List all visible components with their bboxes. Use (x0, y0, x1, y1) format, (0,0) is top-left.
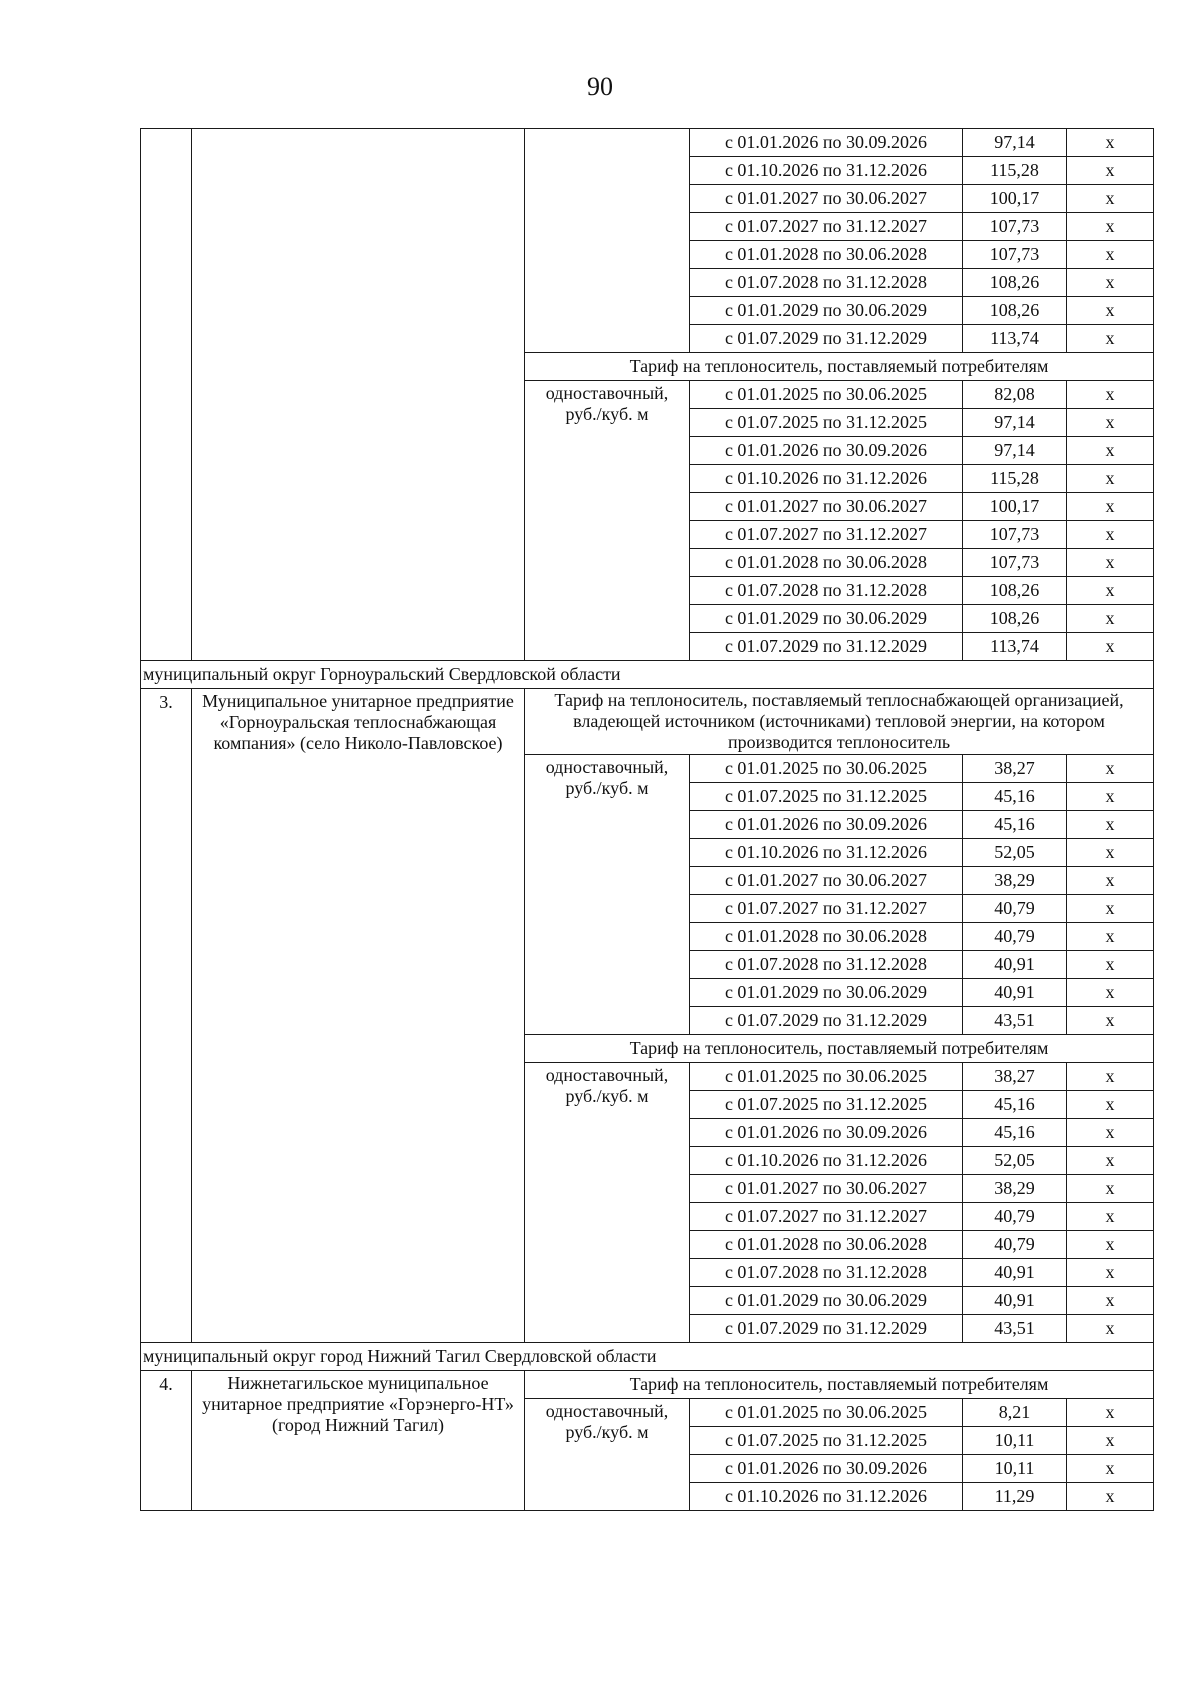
x-mark: x (1067, 549, 1154, 577)
period-cell: с 01.07.2029 по 31.12.2029 (690, 1315, 963, 1343)
period-cell: с 01.01.2025 по 30.06.2025 (690, 1063, 963, 1091)
period-cell: с 01.01.2025 по 30.06.2025 (690, 755, 963, 783)
consumer-tariff-heading: Тариф на теплоноситель, поставляемый потребителям (525, 1035, 1154, 1063)
x-mark: x (1067, 269, 1154, 297)
region-row (141, 1343, 1154, 1371)
tariff-value: 38,27 (963, 1063, 1067, 1091)
period-cell: с 01.01.2026 по 30.09.2026 (690, 1119, 963, 1147)
tariff-value: 38,29 (963, 1175, 1067, 1203)
tariff-value: 45,16 (963, 783, 1067, 811)
x-mark: x (1067, 325, 1154, 353)
x-mark: x (1067, 633, 1154, 661)
table-row (141, 1371, 1154, 1399)
tariff-value: 108,26 (963, 605, 1067, 633)
table-row (141, 689, 1154, 755)
period-cell: с 01.01.2028 по 30.06.2028 (690, 549, 963, 577)
tariff-value: 40,91 (963, 1287, 1067, 1315)
tariff-value: 45,16 (963, 1119, 1067, 1147)
tariff-value: 115,28 (963, 465, 1067, 493)
entry-number: 3. (141, 689, 192, 1343)
period-cell: с 01.07.2028 по 31.12.2028 (690, 269, 963, 297)
tariff-value: 40,91 (963, 1259, 1067, 1287)
x-mark: x (1067, 129, 1154, 157)
x-mark: x (1067, 185, 1154, 213)
period-cell: с 01.01.2029 по 30.06.2029 (690, 605, 963, 633)
rate-type-cell (525, 129, 690, 353)
tariff-value: 113,74 (963, 325, 1067, 353)
region-heading: муниципальный округ Горноуральский Свердловской области (141, 661, 1154, 689)
x-mark: x (1067, 241, 1154, 269)
x-mark: x (1067, 493, 1154, 521)
period-cell: с 01.07.2025 по 31.12.2025 (690, 1091, 963, 1119)
table-row (141, 129, 1154, 157)
period-cell: с 01.01.2028 по 30.06.2028 (690, 241, 963, 269)
entry-number: 4. (141, 1371, 192, 1511)
period-cell: с 01.01.2027 по 30.06.2027 (690, 867, 963, 895)
tariff-value: 38,29 (963, 867, 1067, 895)
period-cell: с 01.01.2026 по 30.09.2026 (690, 437, 963, 465)
x-mark: x (1067, 1203, 1154, 1231)
period-cell: с 01.01.2027 по 30.06.2027 (690, 1175, 963, 1203)
rate-type-label: одноставочный, руб./куб. м (525, 755, 690, 1035)
x-mark: x (1067, 923, 1154, 951)
period-cell: с 01.07.2025 по 31.12.2025 (690, 1427, 963, 1455)
x-mark: x (1067, 1119, 1154, 1147)
tariff-value: 100,17 (963, 493, 1067, 521)
tariff-value: 40,79 (963, 923, 1067, 951)
period-cell: с 01.07.2027 по 31.12.2027 (690, 1203, 963, 1231)
tariff-value: 45,16 (963, 811, 1067, 839)
tariff-value: 10,11 (963, 1455, 1067, 1483)
period-cell: с 01.07.2027 по 31.12.2027 (690, 213, 963, 241)
x-mark: x (1067, 465, 1154, 493)
page-number: 90 (587, 72, 613, 101)
period-cell: с 01.01.2027 по 30.06.2027 (690, 493, 963, 521)
tariff-value: 107,73 (963, 213, 1067, 241)
tariff-value: 43,51 (963, 1315, 1067, 1343)
tariff-value: 52,05 (963, 839, 1067, 867)
period-cell: с 01.07.2025 по 31.12.2025 (690, 409, 963, 437)
tariff-value: 45,16 (963, 1091, 1067, 1119)
x-mark: x (1067, 951, 1154, 979)
period-cell: с 01.10.2026 по 31.12.2026 (690, 1483, 963, 1511)
rate-type-label: одноставочный, руб./куб. м (525, 381, 690, 661)
x-mark: x (1067, 1231, 1154, 1259)
x-mark: x (1067, 577, 1154, 605)
period-cell: с 01.01.2028 по 30.06.2028 (690, 1231, 963, 1259)
organization-name: Нижнетагильское муниципальное унитарное предприятие «Горэнерго-НТ» (город Нижний Тагил) (192, 1371, 525, 1511)
period-cell: с 01.07.2029 по 31.12.2029 (690, 325, 963, 353)
supplier-tariff-heading: Тариф на теплоноситель, поставляемый теплоснабжающей организацией, владеющей источником (источниками) тепловой энергии, на котором производится теплоноситель (525, 689, 1154, 755)
tariff-value: 40,79 (963, 895, 1067, 923)
rate-type-label: одноставочный, руб./куб. м (525, 1399, 690, 1511)
period-cell: с 01.01.2027 по 30.06.2027 (690, 185, 963, 213)
period-cell: с 01.01.2025 по 30.06.2025 (690, 381, 963, 409)
tariff-value: 82,08 (963, 381, 1067, 409)
consumer-tariff-heading: Тариф на теплоноситель, поставляемый потребителям (525, 1371, 1154, 1399)
period-cell: с 01.10.2026 по 31.12.2026 (690, 839, 963, 867)
x-mark: x (1067, 839, 1154, 867)
period-cell: с 01.07.2027 по 31.12.2027 (690, 895, 963, 923)
x-mark: x (1067, 1455, 1154, 1483)
organization-cell (192, 129, 525, 661)
period-cell: с 01.10.2026 по 31.12.2026 (690, 1147, 963, 1175)
x-mark: x (1067, 1007, 1154, 1035)
tariff-value: 107,73 (963, 549, 1067, 577)
period-cell: с 01.07.2028 по 31.12.2028 (690, 951, 963, 979)
x-mark: x (1067, 811, 1154, 839)
tariff-value: 97,14 (963, 437, 1067, 465)
x-mark: x (1067, 437, 1154, 465)
period-cell: с 01.01.2029 по 30.06.2029 (690, 979, 963, 1007)
x-mark: x (1067, 1483, 1154, 1511)
x-mark: x (1067, 1287, 1154, 1315)
region-row (141, 661, 1154, 689)
tariff-value: 107,73 (963, 241, 1067, 269)
tariff-value: 108,26 (963, 269, 1067, 297)
x-mark: x (1067, 1259, 1154, 1287)
region-heading: муниципальный округ город Нижний Тагил Свердловской области (141, 1343, 1154, 1371)
x-mark: x (1067, 521, 1154, 549)
tariff-value: 11,29 (963, 1483, 1067, 1511)
period-cell: с 01.01.2029 по 30.06.2029 (690, 297, 963, 325)
x-mark: x (1067, 605, 1154, 633)
tariff-value: 40,91 (963, 979, 1067, 1007)
tariff-value: 38,27 (963, 755, 1067, 783)
x-mark: x (1067, 381, 1154, 409)
x-mark: x (1067, 1175, 1154, 1203)
x-mark: x (1067, 895, 1154, 923)
tariff-value: 52,05 (963, 1147, 1067, 1175)
tariff-table-body (141, 129, 1154, 1511)
tariff-value: 113,74 (963, 633, 1067, 661)
tariff-value: 40,91 (963, 951, 1067, 979)
tariff-value: 97,14 (963, 409, 1067, 437)
period-cell: с 01.07.2028 по 31.12.2028 (690, 577, 963, 605)
tariff-table (140, 128, 1154, 1511)
period-cell: с 01.07.2025 по 31.12.2025 (690, 783, 963, 811)
tariff-value: 108,26 (963, 577, 1067, 605)
x-mark: x (1067, 867, 1154, 895)
x-mark: x (1067, 213, 1154, 241)
tariff-value: 40,79 (963, 1203, 1067, 1231)
entry-number-cell (141, 129, 192, 661)
period-cell: с 01.01.2026 по 30.09.2026 (690, 1455, 963, 1483)
consumer-tariff-heading: Тариф на теплоноситель, поставляемый потребителям (525, 353, 1154, 381)
period-cell: с 01.07.2028 по 31.12.2028 (690, 1259, 963, 1287)
period-cell: с 01.07.2027 по 31.12.2027 (690, 521, 963, 549)
x-mark: x (1067, 1315, 1154, 1343)
period-cell: с 01.01.2026 по 30.09.2026 (690, 129, 963, 157)
period-cell: с 01.01.2029 по 30.06.2029 (690, 1287, 963, 1315)
x-mark: x (1067, 409, 1154, 437)
period-cell: с 01.01.2026 по 30.09.2026 (690, 811, 963, 839)
period-cell: с 01.10.2026 по 31.12.2026 (690, 157, 963, 185)
organization-name: Муниципальное унитарное предприятие «Горноуральская теплоснабжающая компания» (село Николо-Павловское) (192, 689, 525, 1343)
tariff-value: 97,14 (963, 129, 1067, 157)
tariff-value: 8,21 (963, 1399, 1067, 1427)
tariff-value: 115,28 (963, 157, 1067, 185)
period-cell: с 01.07.2029 по 31.12.2029 (690, 1007, 963, 1035)
tariff-value: 108,26 (963, 297, 1067, 325)
tariff-value: 40,79 (963, 1231, 1067, 1259)
tariff-value: 43,51 (963, 1007, 1067, 1035)
period-cell: с 01.10.2026 по 31.12.2026 (690, 465, 963, 493)
x-mark: x (1067, 297, 1154, 325)
x-mark: x (1067, 1147, 1154, 1175)
tariff-value: 107,73 (963, 521, 1067, 549)
period-cell: с 01.01.2025 по 30.06.2025 (690, 1399, 963, 1427)
x-mark: x (1067, 1399, 1154, 1427)
period-cell: с 01.01.2028 по 30.06.2028 (690, 923, 963, 951)
x-mark: x (1067, 157, 1154, 185)
x-mark: x (1067, 755, 1154, 783)
x-mark: x (1067, 979, 1154, 1007)
x-mark: x (1067, 783, 1154, 811)
tariff-value: 10,11 (963, 1427, 1067, 1455)
x-mark: x (1067, 1427, 1154, 1455)
rate-type-label: одноставочный, руб./куб. м (525, 1063, 690, 1343)
x-mark: x (1067, 1091, 1154, 1119)
x-mark: x (1067, 1063, 1154, 1091)
period-cell: с 01.07.2029 по 31.12.2029 (690, 633, 963, 661)
tariff-value: 100,17 (963, 185, 1067, 213)
